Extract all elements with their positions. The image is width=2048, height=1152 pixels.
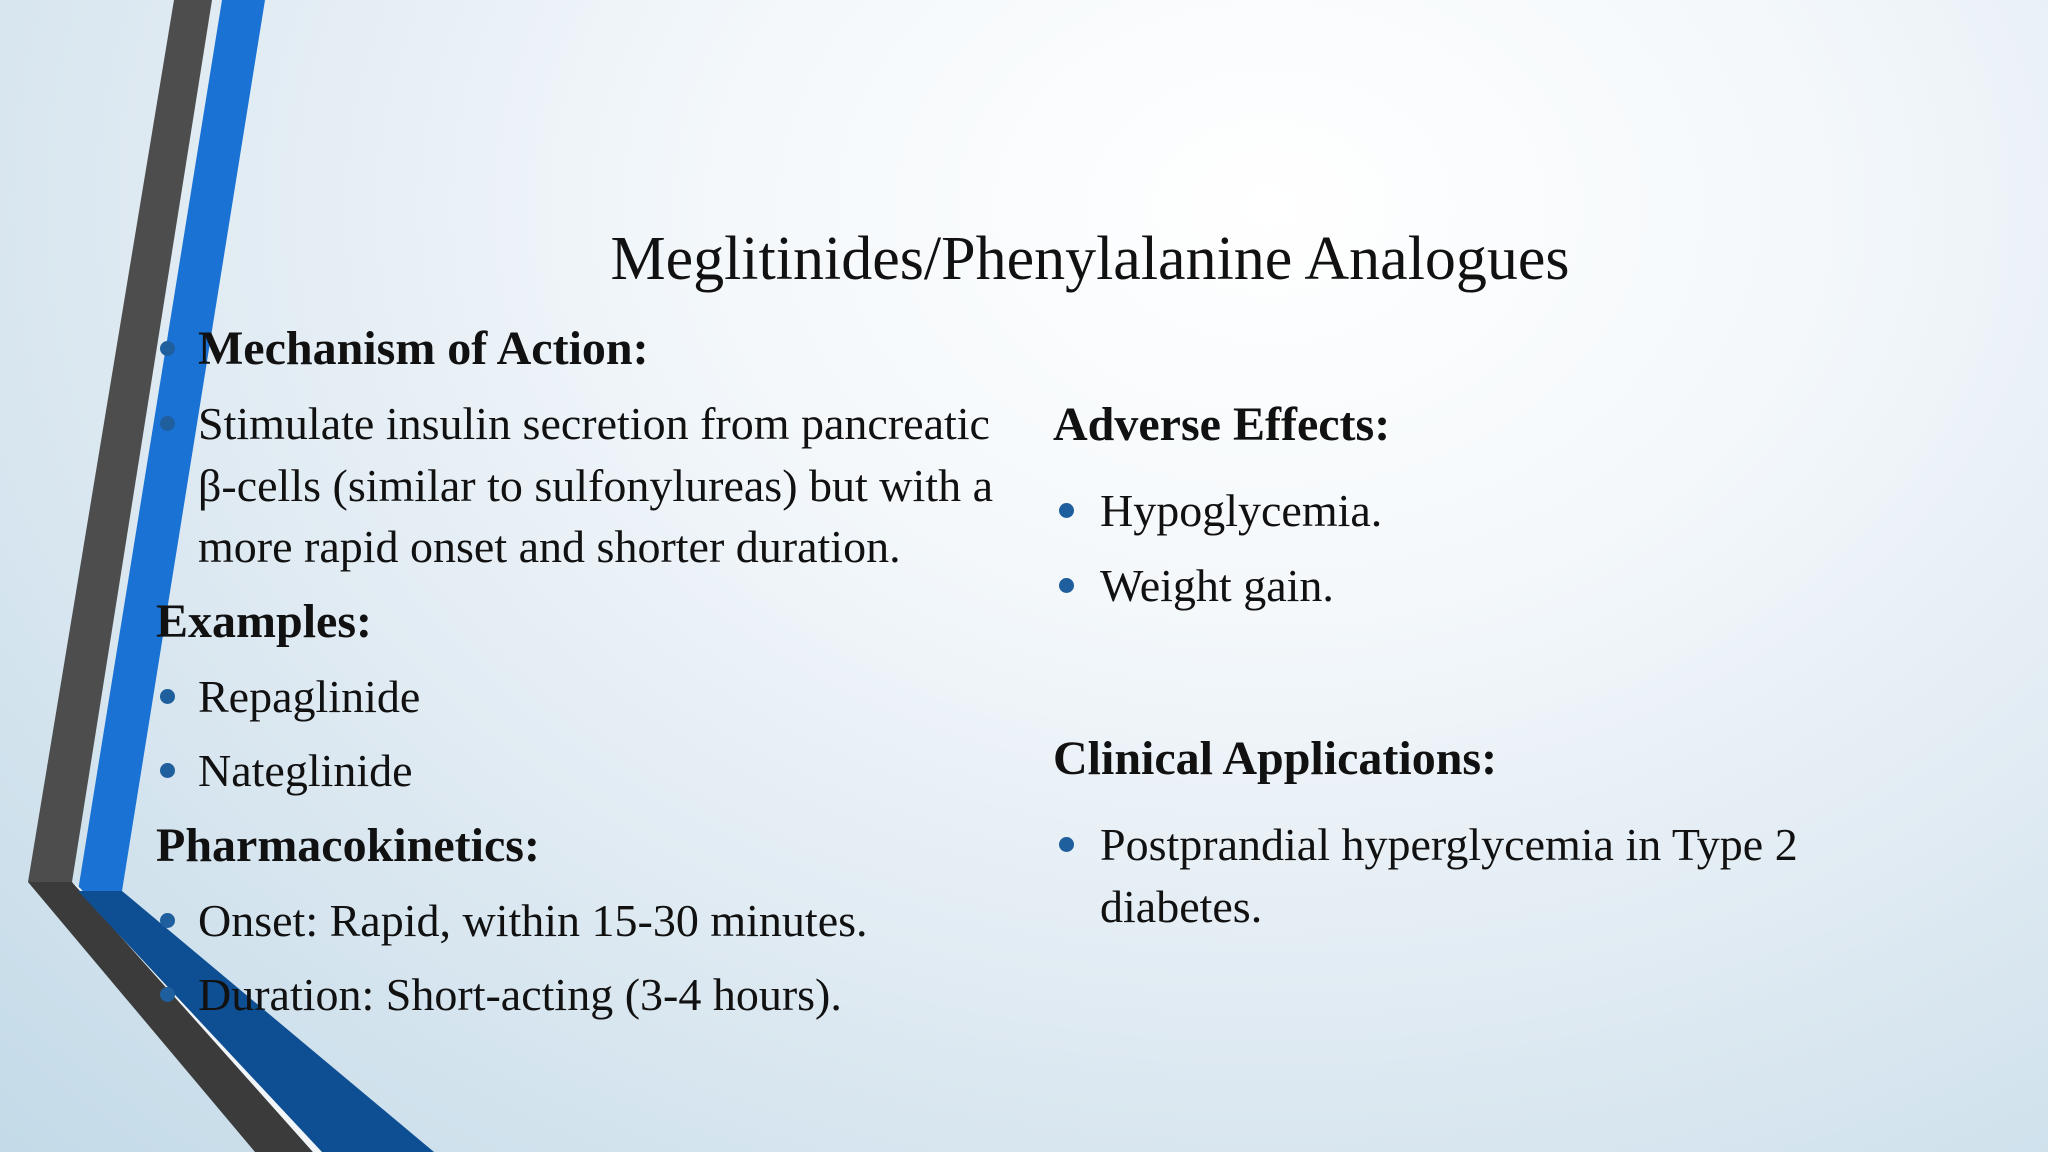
adverse-weight-gain: Weight gain. xyxy=(1100,559,1334,611)
mechanism-heading-row xyxy=(156,318,1016,380)
bullet-icon xyxy=(160,987,175,1002)
bullet-icon xyxy=(160,689,175,704)
bullet-icon xyxy=(160,416,175,431)
example-nateglinide: Nateglinide xyxy=(198,745,413,796)
bullet-icon xyxy=(1059,503,1074,518)
list-item xyxy=(156,740,1016,802)
mechanism-text: Stimulate insulin secretion from pancreatic β-cells (similar to sulfonylureas) but with a more rapid onset and shorter duration. xyxy=(198,398,994,572)
pharmacokinetics-heading: Pharmacokinetics: xyxy=(156,818,540,872)
adverse-hypoglycemia: Hypoglycemia. xyxy=(1100,485,1383,536)
list-item xyxy=(156,666,1016,728)
clinical-heading: Clinical Applications: xyxy=(1053,732,1498,785)
list-item xyxy=(156,890,1016,952)
examples-heading: Examples: xyxy=(156,594,372,648)
bullet-icon xyxy=(1059,837,1074,852)
bullet-icon xyxy=(160,763,175,778)
list-item xyxy=(156,964,1016,1026)
adverse-heading: Adverse Effects: xyxy=(1053,398,1391,451)
list-item xyxy=(1053,480,1953,542)
list-item xyxy=(1053,555,1953,617)
left-column xyxy=(156,318,1016,1026)
pk-duration: Duration: Short-acting (3-4 hours). xyxy=(198,969,842,1020)
example-repaglinide: Repaglinide xyxy=(198,670,421,722)
list-item xyxy=(1053,814,1953,937)
bullet-icon xyxy=(160,913,175,928)
clinical-postprandial: Postprandial hyperglycemia in Type 2 diabetes. xyxy=(1100,819,1798,932)
mechanism-text-item xyxy=(156,393,1016,578)
right-column xyxy=(1053,394,1953,937)
slide-title: Meglitinides/Phenylalanine Analogues xyxy=(610,225,1570,293)
bullet-icon xyxy=(1059,578,1074,593)
bullet-icon xyxy=(160,341,175,356)
pk-onset: Onset: Rapid, within 15-30 minutes. xyxy=(198,894,868,946)
mechanism-heading: Mechanism of Action: xyxy=(198,322,649,375)
